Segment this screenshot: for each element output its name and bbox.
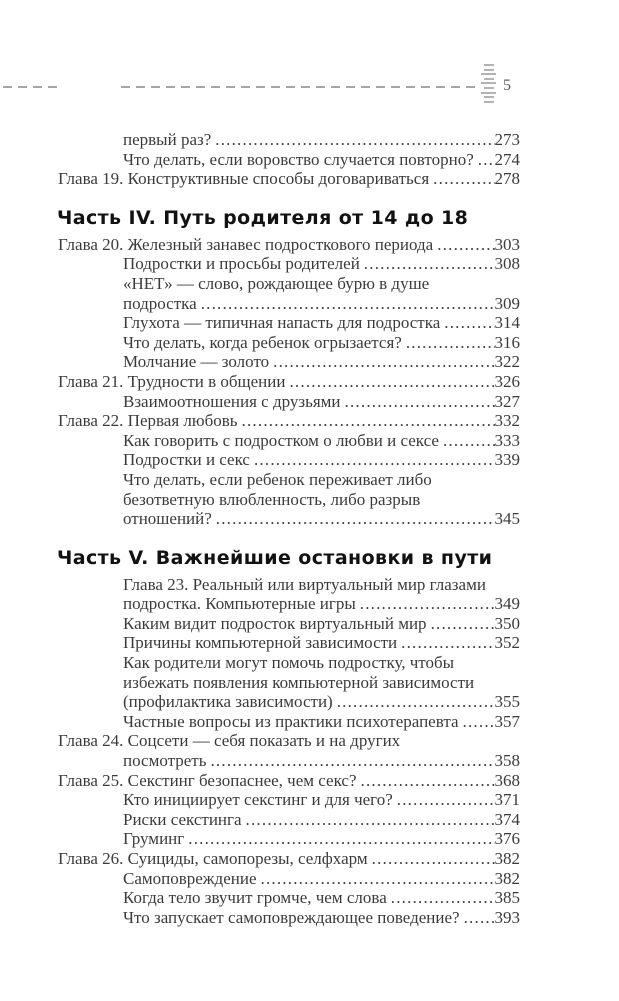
toc-entry-label: Глухота — типичная напасть для подростка (123, 313, 441, 333)
dot-leader (474, 150, 495, 170)
toc-entry-page: 349 (494, 594, 520, 614)
toc-entry-label: Подростки и секс (123, 450, 250, 470)
dot-leader (440, 313, 494, 333)
toc-entry-page: 278 (494, 169, 520, 189)
toc-entry-page: 326 (494, 371, 520, 391)
toc-entry-label: Кто инициирует секстинг и для чего? (123, 790, 393, 810)
dot-leader (459, 712, 495, 732)
toc-row (58, 908, 520, 928)
toc-entry-label: Как родители могут помочь подростку, чтобы (123, 653, 455, 673)
dot-leader (238, 411, 495, 431)
toc-entry-label: Глава 25. Секстинг безопаснее, чем секс? (58, 770, 357, 790)
toc-row (58, 888, 520, 908)
toc-entry-page: 371 (494, 790, 520, 810)
toc-entry-label: Риски секстинга (123, 809, 242, 829)
dot-leader (257, 869, 495, 889)
page-number: 5 (503, 77, 512, 94)
toc-row (58, 869, 520, 889)
dot-leader (397, 633, 494, 653)
toc-entry-label: Как говорить с подростком о любви и сексе (123, 430, 439, 450)
toc-row (58, 450, 520, 470)
toc-entry-label: «НЕТ» — слово, рождающее бурю в душе (123, 273, 430, 293)
table-of-contents (58, 130, 520, 927)
toc-entry-page: 358 (494, 751, 520, 771)
toc-row (58, 392, 520, 412)
toc-row (58, 692, 520, 712)
toc-entry-label: подростка (123, 293, 197, 313)
toc-entry-label: посмотреть (123, 751, 207, 771)
toc-row (58, 411, 520, 431)
toc-row (58, 490, 520, 510)
toc-row (58, 810, 520, 830)
toc-entry-page: 316 (494, 332, 520, 352)
toc-entry-label: Глава 23. Реальный или виртуальный мир глазами (123, 574, 486, 594)
toc-entry-label: Что делать, если воровство случается повторно? (123, 149, 474, 169)
toc-entry-label: избежать появления компьютерной зависимости (123, 672, 475, 692)
toc-entry-label: Глава 19. Конструктивные способы договариваться (58, 169, 430, 189)
dot-leader (357, 771, 495, 791)
dot-leader (211, 130, 494, 150)
toc-row (58, 653, 520, 673)
toc-entry-label: Частные вопросы из практики психотерапевта (123, 711, 459, 731)
dot-leader (197, 294, 495, 314)
toc-row (58, 352, 520, 372)
dot-leader (429, 169, 494, 189)
toc-entry-page: 393 (494, 907, 520, 927)
toc-entry-label: Глава 22. Первая любовь (58, 411, 238, 431)
dot-leader (360, 254, 495, 274)
toc-entry-label: подростка. Компьютерные игры (123, 594, 356, 614)
dot-leader (427, 614, 495, 634)
toc-entry-page: 273 (494, 130, 520, 149)
toc-entry-page: 322 (494, 352, 520, 372)
toc-entry-page: 382 (494, 849, 520, 868)
dot-leader (250, 450, 495, 470)
dot-leader (341, 392, 495, 412)
toc-row (58, 333, 520, 353)
dot-leader (184, 829, 494, 849)
dot-leader (439, 431, 495, 451)
dot-leader (460, 908, 495, 928)
toc-row (58, 372, 520, 392)
toc-entry-label: (профилактика зависимости) (123, 692, 333, 712)
toc-entry-page: 355 (494, 692, 520, 712)
toc-entry-page: 339 (494, 450, 520, 470)
toc-entry-page: 382 (494, 868, 520, 888)
toc-entry-label: первый раз? (123, 130, 212, 149)
toc-entry-label: Подростки и просьбы родителей (123, 254, 360, 274)
toc-row (58, 130, 520, 150)
toc-entry-label: Глава 21. Трудности в общении (58, 371, 286, 391)
toc-row (58, 633, 520, 653)
toc-entry-page: 274 (494, 149, 520, 169)
toc-row (58, 614, 520, 634)
toc-entry-label: Что делать, когда ребенок огрызается? (123, 332, 402, 352)
toc-entry-page: 308 (494, 254, 520, 274)
toc-entry-label: Глава 20. Железный занавес подросткового периода (58, 234, 434, 254)
toc-entry-page: 352 (494, 633, 520, 653)
dashed-rule-left (3, 86, 59, 88)
toc-row (58, 673, 520, 693)
toc-row (58, 254, 520, 274)
toc-row (58, 829, 520, 849)
toc-row (58, 790, 520, 810)
toc-row (58, 849, 520, 869)
toc-row (58, 509, 520, 529)
toc-entry-page: 350 (494, 613, 520, 633)
dot-leader (285, 372, 494, 392)
toc-entry-label: Молчание — золото (123, 352, 270, 372)
toc-entry-label: отношений? (123, 509, 212, 529)
toc-row (58, 594, 520, 614)
dot-leader (356, 594, 495, 614)
toc-entry-page: 357 (494, 711, 520, 731)
toc-entry-label: Самоповреждение (123, 868, 257, 888)
dot-leader (206, 751, 494, 771)
dot-leader (387, 888, 495, 908)
toc-entry-page: 327 (494, 391, 520, 411)
toc-entry-label: Каким видит подросток виртуальный мир (123, 613, 427, 633)
toc-row (58, 575, 520, 595)
toc-entry-label: Глава 24. Соцсети — себя показать и на других (58, 731, 401, 751)
dot-leader (402, 333, 495, 353)
toc-row (58, 150, 520, 170)
toc-row (58, 470, 520, 490)
dashed-rule-right (121, 86, 478, 88)
toc-row (58, 235, 520, 255)
dot-leader (269, 352, 494, 372)
part-heading: Часть V. Важнейшие остановки в пути (57, 546, 493, 569)
toc-entry-page: 303 (494, 234, 520, 254)
ladder-lines-icon (481, 64, 496, 105)
toc-row (58, 771, 520, 791)
toc-entry-label: Глава 26. Суициды, самопорезы, селфхарм (58, 849, 368, 868)
toc-row (58, 731, 520, 751)
toc-entry-label: Груминг (123, 829, 185, 849)
toc-entry-page: 332 (494, 411, 520, 431)
toc-row (58, 274, 520, 294)
toc-row (58, 313, 520, 333)
toc-entry-page: 368 (494, 770, 520, 790)
dot-leader (242, 810, 495, 830)
toc-entry-page: 374 (494, 809, 520, 829)
dot-leader (333, 692, 495, 712)
toc-row (58, 712, 520, 732)
toc-row (58, 431, 520, 451)
dot-leader (368, 849, 495, 869)
toc-entry-page: 314 (494, 313, 520, 333)
part-heading: Часть IV. Путь родителя от 14 до 18 (57, 206, 469, 229)
toc-entry-label: Что запускает самоповреждающее поведение? (123, 907, 460, 927)
toc-entry-label: Взаимоотношения с друзьями (123, 391, 341, 411)
toc-row (58, 169, 520, 189)
dot-leader (212, 509, 495, 529)
toc-row (58, 294, 520, 314)
toc-entry-label: Когда тело звучит громче, чем слова (123, 888, 387, 908)
toc-entry-label: Причины компьютерной зависимости (123, 633, 398, 653)
toc-entry-page: 309 (494, 293, 520, 313)
toc-entry-page: 345 (494, 509, 520, 529)
toc-entry-page: 376 (494, 829, 520, 849)
toc-entry-label: безответную влюбленность, либо разрыв (123, 489, 421, 509)
toc-entry-page: 333 (494, 430, 520, 450)
toc-entry-page: 385 (494, 888, 520, 908)
toc-entry-label: Что делать, если ребенок переживает либо (123, 469, 432, 489)
dot-leader (433, 235, 494, 255)
toc-row (58, 751, 520, 771)
dot-leader (393, 790, 495, 810)
